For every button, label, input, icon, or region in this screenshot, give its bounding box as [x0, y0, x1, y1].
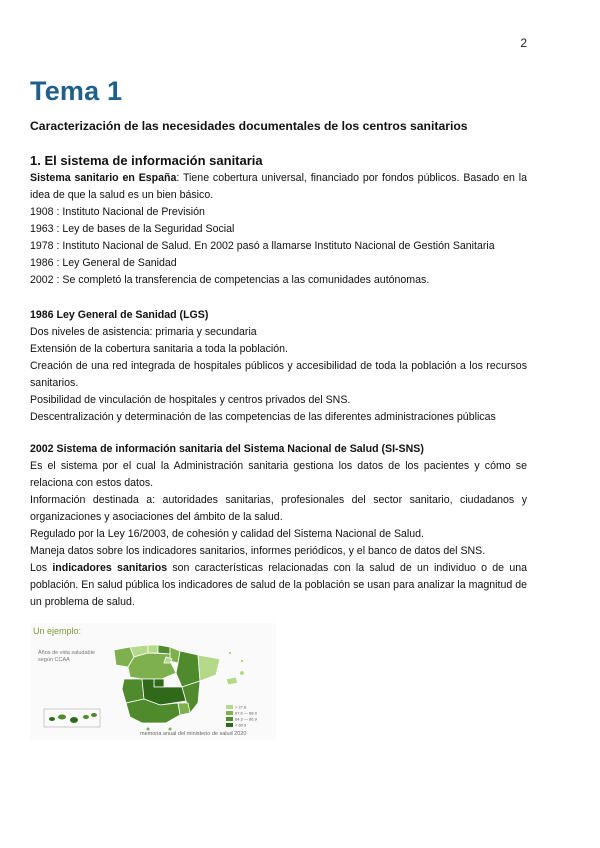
indicadores-text: son características relacionadas con la salud de un individuo o de una población. En salud pública los indicadores de salud de la población se usan para analizar la magnitud de un problema de salud.: [30, 562, 527, 608]
legend-label: 67.6 — 68.9: [235, 710, 257, 716]
page-number: 2: [520, 36, 527, 50]
canarias-island: [70, 717, 78, 723]
figure-label: Un ejemplo:: [33, 626, 82, 636]
lgs-item: Creación de una red integrada de hospitales públicos y accesibilidad de toda la población a los recursos sanitarios.: [30, 360, 527, 389]
timeline-item: 2002 : Se completó la transferencia de competencias a las comunidades autónomas.: [30, 274, 430, 286]
region-baleares: [226, 677, 238, 685]
indicadores-paragraph: [30, 560, 527, 611]
map-marker: [229, 652, 231, 654]
legend-label: < 60.9: [235, 722, 247, 728]
region-castilla-leon: [128, 653, 176, 679]
sisns-item: Maneja datos sobre los indicadores sanitarios, informes periódicos, y el banco de datos del SNS.: [30, 545, 486, 557]
intro-bold: Sistema sanitario en España: [30, 172, 177, 184]
canarias-island: [91, 713, 97, 717]
map-source: memoria anual del ministerio de salud 2020: [140, 731, 247, 737]
section-heading-2: 1986 Ley General de Sanidad (LGS): [30, 309, 209, 321]
page-subtitle: Caracterización de las necesidades documentales de los centros sanitarios: [30, 119, 468, 133]
indicadores-bold: indicadores sanitarios: [52, 562, 168, 574]
canarias-island: [58, 715, 66, 720]
spain-map-graphic: [30, 623, 276, 740]
map-marker: [241, 660, 243, 662]
timeline-item: 1908 : Instituto Nacional de Previsión: [30, 206, 205, 218]
sisns-item: Regulado por la Ley 16/2003, de cohesión y calidad del Sistema Nacional de Salud.: [30, 528, 424, 540]
page-title: Tema 1: [30, 76, 123, 106]
region-balear-dot: [240, 671, 244, 675]
timeline-item: 1963 : Ley de bases de la Seguridad Social: [30, 223, 235, 235]
section-2-body: [30, 307, 527, 426]
intro-text: : Tiene cobertura universal, financiado por fondos públicos. Basado en la idea de que la salud es un bien básico.: [30, 172, 527, 201]
legend-label: 64.3 — 66.9: [235, 716, 257, 722]
legend-swatch-light: [226, 705, 233, 709]
sisns-item: Información destinada a: autoridades sanitarias, profesionales del sector sanitario, ciudadanos y organizaciones y asociaciones del ámbito de la salud.: [30, 494, 527, 523]
lgs-item: Posibilidad de vinculación de hospitales y centros privados del SNS.: [30, 394, 351, 406]
intro-paragraph: [30, 170, 527, 204]
spain-health-map-figure: [30, 623, 276, 740]
region-madrid: [154, 679, 164, 687]
lgs-item: Descentralización y determinación de las competencias de las diferentes administraciones públicas: [30, 411, 496, 423]
map-title: Años de vida saludable según CCAA: [38, 650, 95, 663]
legend-swatch-dark: [226, 717, 233, 721]
canarias-island: [49, 717, 55, 721]
region-pais-vasco: [158, 645, 170, 654]
sisns-item: Es el sistema por el cual la Administración sanitaria gestiona los datos de los pacientes y cómo se relaciona con estos datos.: [30, 460, 527, 489]
section-1-body: [30, 170, 527, 289]
region-cataluna: [198, 655, 220, 681]
region-cantabria: [148, 645, 158, 653]
lgs-item: Extensión de la cobertura sanitaria a toda la población.: [30, 343, 288, 355]
indicadores-prefix: Los: [30, 562, 53, 574]
timeline-item: 1986 : Ley General de Sanidad: [30, 257, 177, 269]
lgs-item: Dos niveles de asistencia: primaria y secundaria: [30, 326, 257, 338]
section-heading-3: 2002 Sistema de información sanitaria del Sistema Nacional de Salud (SI-SNS): [30, 443, 424, 455]
legend-swatch-darkest: [226, 723, 233, 727]
canarias-island: [83, 715, 89, 719]
section-3-body: [30, 441, 527, 611]
section-heading-1: 1. El sistema de información sanitaria: [30, 153, 263, 168]
region-aragon: [176, 651, 200, 687]
timeline-item: 1978 : Instituto Nacional de Salud. En 2002 pasó a llamarse Instituto Nacional de Gestión Sanitaria: [30, 240, 495, 252]
legend-swatch-mid: [226, 711, 233, 715]
legend-label: > 27.6: [235, 704, 247, 710]
